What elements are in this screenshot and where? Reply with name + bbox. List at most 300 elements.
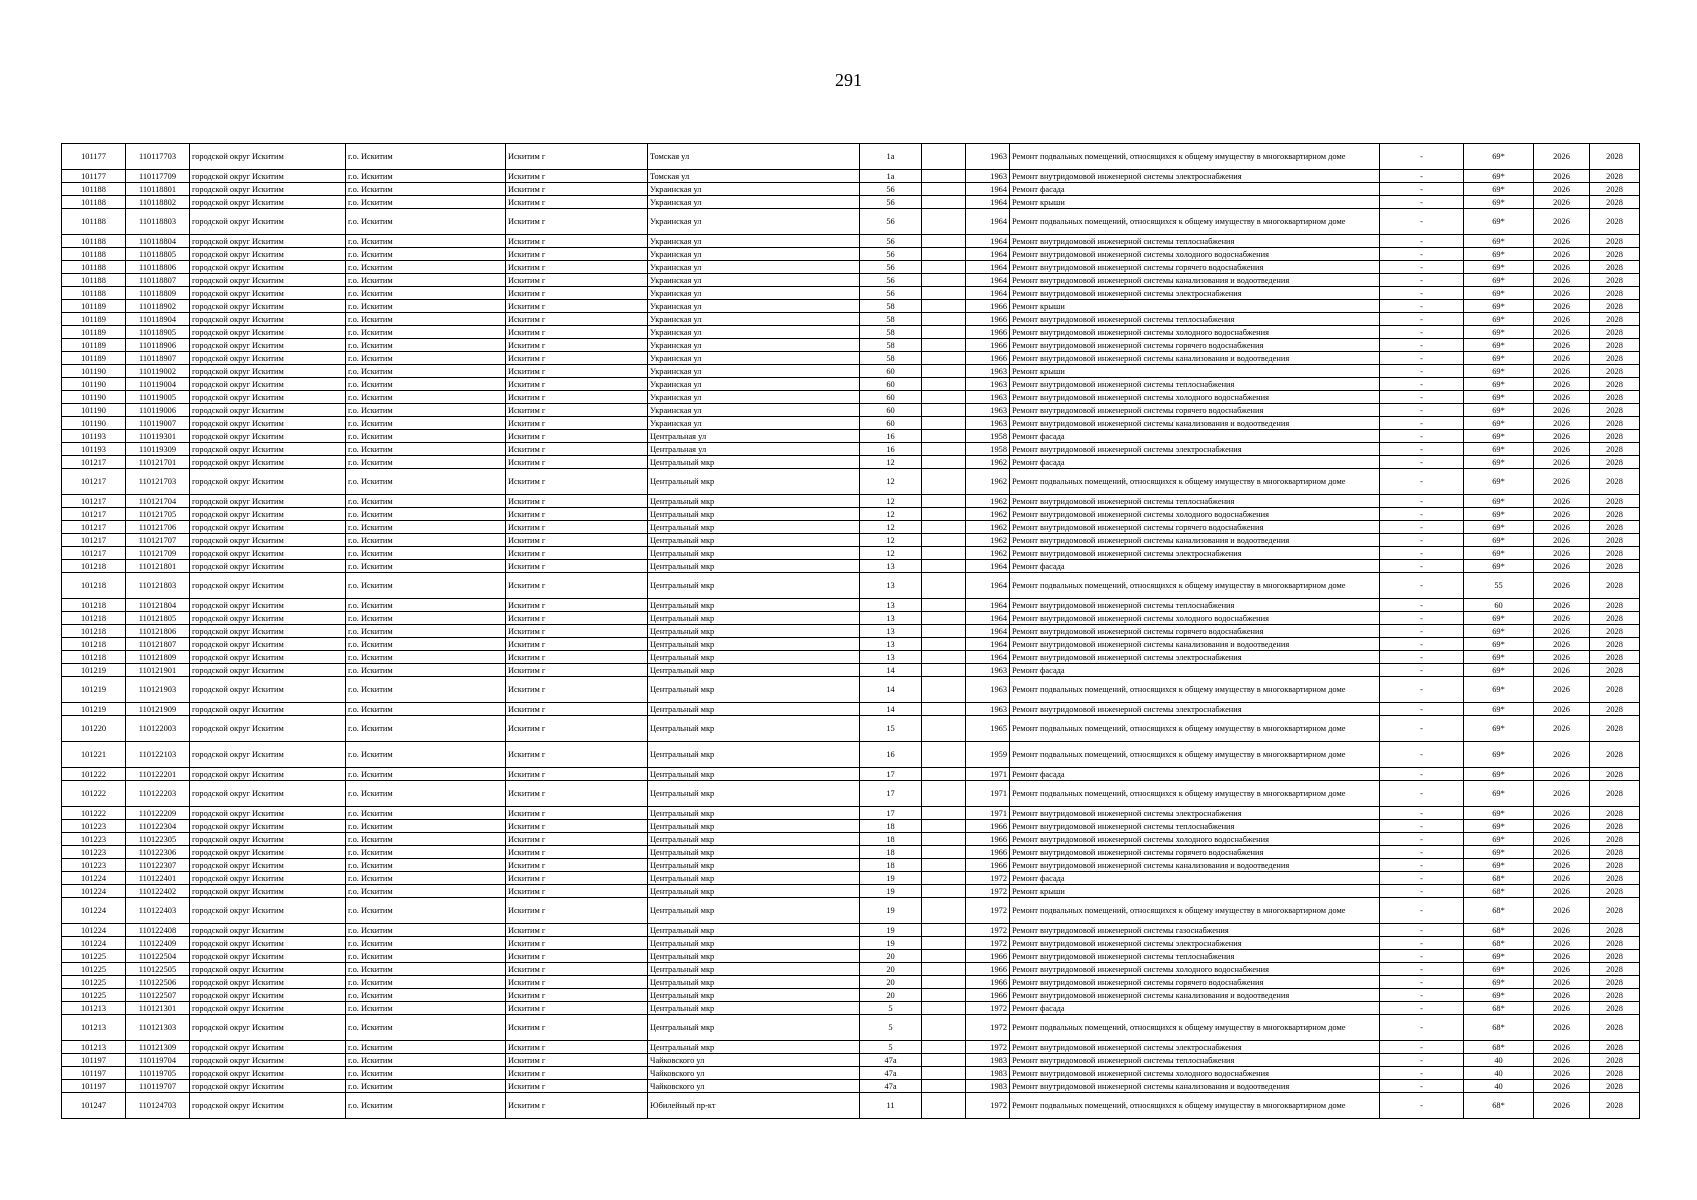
object-id-cell: 101189 bbox=[62, 339, 126, 352]
street-cell: Украинская ул bbox=[648, 261, 860, 274]
placeholder-cell: - bbox=[1380, 352, 1464, 365]
end-year-cell: 2028 bbox=[1590, 352, 1640, 365]
district-cell: городской округ Искитим bbox=[190, 1041, 346, 1054]
city-cell: Искитим г bbox=[506, 1002, 648, 1015]
start-year-cell: 2026 bbox=[1534, 339, 1590, 352]
work-type-cell: Ремонт фасада bbox=[1010, 664, 1380, 677]
table-row bbox=[62, 391, 1640, 404]
city-cell: Искитим г bbox=[506, 430, 648, 443]
building-cell bbox=[922, 417, 966, 430]
street-cell: Украинская ул bbox=[648, 274, 860, 287]
city-cell: Искитим г bbox=[506, 807, 648, 820]
object-id-cell: 101213 bbox=[62, 1015, 126, 1041]
municipality-cell: г.о. Искитим bbox=[346, 495, 506, 508]
district-cell: городской округ Искитим bbox=[190, 417, 346, 430]
end-year-cell: 2028 bbox=[1590, 612, 1640, 625]
year-built-cell: 1964 bbox=[966, 612, 1010, 625]
year-built-cell: 1966 bbox=[966, 326, 1010, 339]
building-cell bbox=[922, 1015, 966, 1041]
building-cell bbox=[922, 872, 966, 885]
cost-cell: 69* bbox=[1464, 716, 1534, 742]
city-cell: Искитим г bbox=[506, 1093, 648, 1119]
object-id-cell: 101221 bbox=[62, 742, 126, 768]
placeholder-cell: - bbox=[1380, 248, 1464, 261]
city-cell: Искитим г bbox=[506, 833, 648, 846]
building-cell bbox=[922, 846, 966, 859]
building-cell bbox=[922, 651, 966, 664]
start-year-cell: 2026 bbox=[1534, 638, 1590, 651]
district-cell: городской округ Искитим bbox=[190, 391, 346, 404]
cost-cell: 69* bbox=[1464, 703, 1534, 716]
district-cell: городской округ Искитим bbox=[190, 807, 346, 820]
work-type-cell: Ремонт крыши bbox=[1010, 885, 1380, 898]
year-built-cell: 1966 bbox=[966, 833, 1010, 846]
year-built-cell: 1962 bbox=[966, 456, 1010, 469]
district-cell: городской округ Искитим bbox=[190, 209, 346, 235]
house-number-cell: 60 bbox=[860, 404, 922, 417]
municipality-cell: г.о. Искитим bbox=[346, 664, 506, 677]
placeholder-cell: - bbox=[1380, 547, 1464, 560]
object-id-cell: 101219 bbox=[62, 703, 126, 716]
city-cell: Искитим г bbox=[506, 274, 648, 287]
cost-cell: 68* bbox=[1464, 885, 1534, 898]
building-cell bbox=[922, 547, 966, 560]
street-cell: Центральный мкр bbox=[648, 963, 860, 976]
municipality-cell: г.о. Искитим bbox=[346, 261, 506, 274]
work-type-cell: Ремонт крыши bbox=[1010, 365, 1380, 378]
street-cell: Центральный мкр bbox=[648, 989, 860, 1002]
cost-cell: 69* bbox=[1464, 768, 1534, 781]
building-cell bbox=[922, 339, 966, 352]
municipality-cell: г.о. Искитим bbox=[346, 625, 506, 638]
district-cell: городской округ Искитим bbox=[190, 573, 346, 599]
year-built-cell: 1966 bbox=[966, 313, 1010, 326]
work-code-cell: 110118806 bbox=[126, 261, 190, 274]
building-cell bbox=[922, 612, 966, 625]
start-year-cell: 2026 bbox=[1534, 742, 1590, 768]
work-code-cell: 110121309 bbox=[126, 1041, 190, 1054]
end-year-cell: 2028 bbox=[1590, 703, 1640, 716]
district-cell: городской округ Искитим bbox=[190, 1080, 346, 1093]
municipality-cell: г.о. Искитим bbox=[346, 144, 506, 170]
year-built-cell: 1963 bbox=[966, 664, 1010, 677]
work-code-cell: 110121903 bbox=[126, 677, 190, 703]
city-cell: Искитим г bbox=[506, 508, 648, 521]
work-type-cell: Ремонт подвальных помещений, относящихся к общему имуществу в многоквартирном доме bbox=[1010, 209, 1380, 235]
district-cell: городской округ Искитим bbox=[190, 521, 346, 534]
street-cell: Украинская ул bbox=[648, 313, 860, 326]
work-type-cell: Ремонт внутридомовой инженерной системы электроснабжения bbox=[1010, 937, 1380, 950]
municipality-cell: г.о. Искитим bbox=[346, 443, 506, 456]
start-year-cell: 2026 bbox=[1534, 391, 1590, 404]
street-cell: Томская ул bbox=[648, 144, 860, 170]
cost-cell: 69* bbox=[1464, 534, 1534, 547]
object-id-cell: 101219 bbox=[62, 664, 126, 677]
house-number-cell: 13 bbox=[860, 612, 922, 625]
house-number-cell: 18 bbox=[860, 833, 922, 846]
house-number-cell: 14 bbox=[860, 677, 922, 703]
cost-cell: 69* bbox=[1464, 417, 1534, 430]
table-row bbox=[62, 625, 1640, 638]
table-row bbox=[62, 573, 1640, 599]
building-cell bbox=[922, 898, 966, 924]
city-cell: Искитим г bbox=[506, 300, 648, 313]
work-code-cell: 110122505 bbox=[126, 963, 190, 976]
year-built-cell: 1983 bbox=[966, 1080, 1010, 1093]
cost-cell: 69* bbox=[1464, 274, 1534, 287]
cost-cell: 68* bbox=[1464, 924, 1534, 937]
table-row bbox=[62, 989, 1640, 1002]
municipality-cell: г.о. Искитим bbox=[346, 235, 506, 248]
table-row bbox=[62, 846, 1640, 859]
end-year-cell: 2028 bbox=[1590, 209, 1640, 235]
city-cell: Искитим г bbox=[506, 937, 648, 950]
object-id-cell: 101177 bbox=[62, 170, 126, 183]
work-code-cell: 110121806 bbox=[126, 625, 190, 638]
placeholder-cell: - bbox=[1380, 1054, 1464, 1067]
city-cell: Искитим г bbox=[506, 534, 648, 547]
work-type-cell: Ремонт внутридомовой инженерной системы холодного водоснабжения bbox=[1010, 391, 1380, 404]
placeholder-cell: - bbox=[1380, 807, 1464, 820]
street-cell: Центральный мкр bbox=[648, 833, 860, 846]
work-code-cell: 110118801 bbox=[126, 183, 190, 196]
district-cell: городской округ Искитим bbox=[190, 976, 346, 989]
city-cell: Искитим г bbox=[506, 950, 648, 963]
start-year-cell: 2026 bbox=[1534, 950, 1590, 963]
work-type-cell: Ремонт внутридомовой инженерной системы канализования и водоотведения bbox=[1010, 417, 1380, 430]
cost-cell: 55 bbox=[1464, 573, 1534, 599]
start-year-cell: 2026 bbox=[1534, 833, 1590, 846]
house-number-cell: 12 bbox=[860, 508, 922, 521]
start-year-cell: 2026 bbox=[1534, 1080, 1590, 1093]
building-cell bbox=[922, 430, 966, 443]
district-cell: городской округ Искитим bbox=[190, 430, 346, 443]
end-year-cell: 2028 bbox=[1590, 807, 1640, 820]
district-cell: городской округ Искитим bbox=[190, 781, 346, 807]
city-cell: Искитим г bbox=[506, 352, 648, 365]
house-number-cell: 19 bbox=[860, 872, 922, 885]
start-year-cell: 2026 bbox=[1534, 859, 1590, 872]
building-cell bbox=[922, 963, 966, 976]
city-cell: Искитим г bbox=[506, 612, 648, 625]
district-cell: городской округ Искитим bbox=[190, 1002, 346, 1015]
table-row bbox=[62, 248, 1640, 261]
work-type-cell: Ремонт внутридомовой инженерной системы электроснабжения bbox=[1010, 287, 1380, 300]
start-year-cell: 2026 bbox=[1534, 196, 1590, 209]
placeholder-cell: - bbox=[1380, 495, 1464, 508]
municipality-cell: г.о. Искитим bbox=[346, 430, 506, 443]
placeholder-cell: - bbox=[1380, 820, 1464, 833]
year-built-cell: 1964 bbox=[966, 651, 1010, 664]
year-built-cell: 1963 bbox=[966, 391, 1010, 404]
house-number-cell: 58 bbox=[860, 326, 922, 339]
municipality-cell: г.о. Искитим bbox=[346, 209, 506, 235]
cost-cell: 69* bbox=[1464, 378, 1534, 391]
municipality-cell: г.о. Искитим bbox=[346, 404, 506, 417]
district-cell: городской округ Искитим bbox=[190, 898, 346, 924]
building-cell bbox=[922, 365, 966, 378]
street-cell: Центральная ул bbox=[648, 443, 860, 456]
object-id-cell: 101188 bbox=[62, 248, 126, 261]
placeholder-cell: - bbox=[1380, 534, 1464, 547]
district-cell: городской округ Искитим bbox=[190, 404, 346, 417]
house-number-cell: 20 bbox=[860, 989, 922, 1002]
work-type-cell: Ремонт подвальных помещений, относящихся к общему имуществу в многоквартирном доме bbox=[1010, 469, 1380, 495]
end-year-cell: 2028 bbox=[1590, 1002, 1640, 1015]
municipality-cell: г.о. Искитим bbox=[346, 300, 506, 313]
year-built-cell: 1971 bbox=[966, 768, 1010, 781]
end-year-cell: 2028 bbox=[1590, 963, 1640, 976]
work-code-cell: 110118906 bbox=[126, 339, 190, 352]
table-row bbox=[62, 170, 1640, 183]
year-built-cell: 1962 bbox=[966, 534, 1010, 547]
year-built-cell: 1964 bbox=[966, 248, 1010, 261]
street-cell: Центральный мкр bbox=[648, 612, 860, 625]
start-year-cell: 2026 bbox=[1534, 612, 1590, 625]
street-cell: Центральный мкр bbox=[648, 937, 860, 950]
street-cell: Центральный мкр bbox=[648, 547, 860, 560]
cost-cell: 68* bbox=[1464, 1015, 1534, 1041]
work-code-cell: 110119309 bbox=[126, 443, 190, 456]
year-built-cell: 1966 bbox=[966, 989, 1010, 1002]
year-built-cell: 1971 bbox=[966, 807, 1010, 820]
work-code-cell: 110122504 bbox=[126, 950, 190, 963]
house-number-cell: 56 bbox=[860, 248, 922, 261]
year-built-cell: 1972 bbox=[966, 1015, 1010, 1041]
table-row bbox=[62, 287, 1640, 300]
district-cell: городской округ Искитим bbox=[190, 716, 346, 742]
object-id-cell: 101190 bbox=[62, 404, 126, 417]
district-cell: городской округ Искитим bbox=[190, 846, 346, 859]
cost-cell: 69* bbox=[1464, 664, 1534, 677]
street-cell: Украинская ул bbox=[648, 196, 860, 209]
placeholder-cell: - bbox=[1380, 677, 1464, 703]
work-code-cell: 110117703 bbox=[126, 144, 190, 170]
table-row bbox=[62, 547, 1640, 560]
work-type-cell: Ремонт подвальных помещений, относящихся к общему имуществу в многоквартирном доме bbox=[1010, 573, 1380, 599]
city-cell: Искитим г bbox=[506, 378, 648, 391]
end-year-cell: 2028 bbox=[1590, 781, 1640, 807]
end-year-cell: 2028 bbox=[1590, 417, 1640, 430]
end-year-cell: 2028 bbox=[1590, 651, 1640, 664]
placeholder-cell: - bbox=[1380, 950, 1464, 963]
start-year-cell: 2026 bbox=[1534, 508, 1590, 521]
municipality-cell: г.о. Искитим bbox=[346, 703, 506, 716]
work-code-cell: 110119004 bbox=[126, 378, 190, 391]
building-cell bbox=[922, 248, 966, 261]
work-code-cell: 110118907 bbox=[126, 352, 190, 365]
work-type-cell: Ремонт фасада bbox=[1010, 456, 1380, 469]
street-cell: Украинская ул bbox=[648, 326, 860, 339]
work-code-cell: 110122304 bbox=[126, 820, 190, 833]
placeholder-cell: - bbox=[1380, 196, 1464, 209]
house-number-cell: 20 bbox=[860, 950, 922, 963]
table-row bbox=[62, 612, 1640, 625]
city-cell: Искитим г bbox=[506, 599, 648, 612]
street-cell: Томская ул bbox=[648, 170, 860, 183]
end-year-cell: 2028 bbox=[1590, 976, 1640, 989]
placeholder-cell: - bbox=[1380, 430, 1464, 443]
work-type-cell: Ремонт внутридомовой инженерной системы электроснабжения bbox=[1010, 170, 1380, 183]
district-cell: городской округ Искитим bbox=[190, 872, 346, 885]
house-number-cell: 58 bbox=[860, 300, 922, 313]
work-type-cell: Ремонт крыши bbox=[1010, 300, 1380, 313]
municipality-cell: г.о. Искитим bbox=[346, 326, 506, 339]
end-year-cell: 2028 bbox=[1590, 378, 1640, 391]
end-year-cell: 2028 bbox=[1590, 547, 1640, 560]
work-code-cell: 110122402 bbox=[126, 885, 190, 898]
work-code-cell: 110122506 bbox=[126, 976, 190, 989]
object-id-cell: 101222 bbox=[62, 781, 126, 807]
municipality-cell: г.о. Искитим bbox=[346, 1015, 506, 1041]
house-number-cell: 17 bbox=[860, 768, 922, 781]
year-built-cell: 1966 bbox=[966, 950, 1010, 963]
work-type-cell: Ремонт внутридомовой инженерной системы электроснабжения bbox=[1010, 807, 1380, 820]
end-year-cell: 2028 bbox=[1590, 469, 1640, 495]
house-number-cell: 18 bbox=[860, 820, 922, 833]
object-id-cell: 101189 bbox=[62, 313, 126, 326]
city-cell: Искитим г bbox=[506, 976, 648, 989]
city-cell: Искитим г bbox=[506, 1080, 648, 1093]
object-id-cell: 101217 bbox=[62, 469, 126, 495]
building-cell bbox=[922, 495, 966, 508]
work-code-cell: 110122409 bbox=[126, 937, 190, 950]
building-cell bbox=[922, 742, 966, 768]
table-row bbox=[62, 521, 1640, 534]
house-number-cell: 56 bbox=[860, 274, 922, 287]
end-year-cell: 2028 bbox=[1590, 456, 1640, 469]
cost-cell: 69* bbox=[1464, 287, 1534, 300]
placeholder-cell: - bbox=[1380, 768, 1464, 781]
year-built-cell: 1966 bbox=[966, 300, 1010, 313]
end-year-cell: 2028 bbox=[1590, 1041, 1640, 1054]
start-year-cell: 2026 bbox=[1534, 703, 1590, 716]
house-number-cell: 58 bbox=[860, 313, 922, 326]
table-row bbox=[62, 1015, 1640, 1041]
end-year-cell: 2028 bbox=[1590, 521, 1640, 534]
cost-cell: 69* bbox=[1464, 612, 1534, 625]
house-number-cell: 56 bbox=[860, 196, 922, 209]
street-cell: Центральный мкр bbox=[648, 820, 860, 833]
table-row bbox=[62, 742, 1640, 768]
object-id-cell: 101217 bbox=[62, 495, 126, 508]
placeholder-cell: - bbox=[1380, 625, 1464, 638]
house-number-cell: 58 bbox=[860, 352, 922, 365]
house-number-cell: 12 bbox=[860, 534, 922, 547]
start-year-cell: 2026 bbox=[1534, 1041, 1590, 1054]
city-cell: Искитим г bbox=[506, 209, 648, 235]
municipality-cell: г.о. Искитим bbox=[346, 339, 506, 352]
object-id-cell: 101225 bbox=[62, 976, 126, 989]
year-built-cell: 1963 bbox=[966, 170, 1010, 183]
year-built-cell: 1972 bbox=[966, 924, 1010, 937]
cost-cell: 69* bbox=[1464, 638, 1534, 651]
building-cell bbox=[922, 1067, 966, 1080]
building-cell bbox=[922, 144, 966, 170]
street-cell: Центральный мкр bbox=[648, 976, 860, 989]
placeholder-cell: - bbox=[1380, 859, 1464, 872]
municipality-cell: г.о. Искитим bbox=[346, 872, 506, 885]
municipality-cell: г.о. Искитим bbox=[346, 820, 506, 833]
city-cell: Искитим г bbox=[506, 924, 648, 937]
city-cell: Искитим г bbox=[506, 391, 648, 404]
start-year-cell: 2026 bbox=[1534, 664, 1590, 677]
end-year-cell: 2028 bbox=[1590, 937, 1640, 950]
district-cell: городской округ Искитим bbox=[190, 456, 346, 469]
table-row bbox=[62, 1054, 1640, 1067]
district-cell: городской округ Искитим bbox=[190, 534, 346, 547]
building-cell bbox=[922, 326, 966, 339]
street-cell: Центральный мкр bbox=[648, 1041, 860, 1054]
table-row bbox=[62, 430, 1640, 443]
work-code-cell: 110118902 bbox=[126, 300, 190, 313]
cost-cell: 69* bbox=[1464, 183, 1534, 196]
house-number-cell: 56 bbox=[860, 287, 922, 300]
street-cell: Центральный мкр bbox=[648, 781, 860, 807]
start-year-cell: 2026 bbox=[1534, 872, 1590, 885]
work-code-cell: 110119705 bbox=[126, 1067, 190, 1080]
start-year-cell: 2026 bbox=[1534, 885, 1590, 898]
cost-cell: 68* bbox=[1464, 1093, 1534, 1119]
year-built-cell: 1966 bbox=[966, 352, 1010, 365]
work-type-cell: Ремонт внутридомовой инженерной системы холодного водоснабжения bbox=[1010, 248, 1380, 261]
work-code-cell: 110121707 bbox=[126, 534, 190, 547]
placeholder-cell: - bbox=[1380, 599, 1464, 612]
table-row bbox=[62, 1002, 1640, 1015]
street-cell: Центральный мкр bbox=[648, 495, 860, 508]
building-cell bbox=[922, 1054, 966, 1067]
placeholder-cell: - bbox=[1380, 664, 1464, 677]
work-code-cell: 110122307 bbox=[126, 859, 190, 872]
district-cell: городской округ Искитим bbox=[190, 950, 346, 963]
district-cell: городской округ Искитим bbox=[190, 326, 346, 339]
work-code-cell: 110121704 bbox=[126, 495, 190, 508]
cost-cell: 69* bbox=[1464, 833, 1534, 846]
building-cell bbox=[922, 807, 966, 820]
placeholder-cell: - bbox=[1380, 326, 1464, 339]
work-type-cell: Ремонт внутридомовой инженерной системы канализования и водоотведения bbox=[1010, 274, 1380, 287]
object-id-cell: 101224 bbox=[62, 885, 126, 898]
object-id-cell: 101197 bbox=[62, 1080, 126, 1093]
table-row bbox=[62, 326, 1640, 339]
municipality-cell: г.о. Искитим bbox=[346, 898, 506, 924]
municipality-cell: г.о. Искитим bbox=[346, 547, 506, 560]
work-type-cell: Ремонт внутридомовой инженерной системы канализования и водоотведения bbox=[1010, 859, 1380, 872]
end-year-cell: 2028 bbox=[1590, 144, 1640, 170]
work-type-cell: Ремонт фасада bbox=[1010, 560, 1380, 573]
start-year-cell: 2026 bbox=[1534, 144, 1590, 170]
placeholder-cell: - bbox=[1380, 1041, 1464, 1054]
municipality-cell: г.о. Искитим bbox=[346, 846, 506, 859]
district-cell: городской округ Искитим bbox=[190, 352, 346, 365]
building-cell bbox=[922, 287, 966, 300]
object-id-cell: 101220 bbox=[62, 716, 126, 742]
table-row bbox=[62, 1093, 1640, 1119]
street-cell: Центральный мкр bbox=[648, 1015, 860, 1041]
end-year-cell: 2028 bbox=[1590, 508, 1640, 521]
work-code-cell: 110121807 bbox=[126, 638, 190, 651]
house-number-cell: 16 bbox=[860, 443, 922, 456]
district-cell: городской округ Искитим bbox=[190, 651, 346, 664]
building-cell bbox=[922, 937, 966, 950]
table-row bbox=[62, 677, 1640, 703]
start-year-cell: 2026 bbox=[1534, 378, 1590, 391]
object-id-cell: 101188 bbox=[62, 183, 126, 196]
table-row bbox=[62, 937, 1640, 950]
end-year-cell: 2028 bbox=[1590, 677, 1640, 703]
building-cell bbox=[922, 716, 966, 742]
year-built-cell: 1965 bbox=[966, 716, 1010, 742]
